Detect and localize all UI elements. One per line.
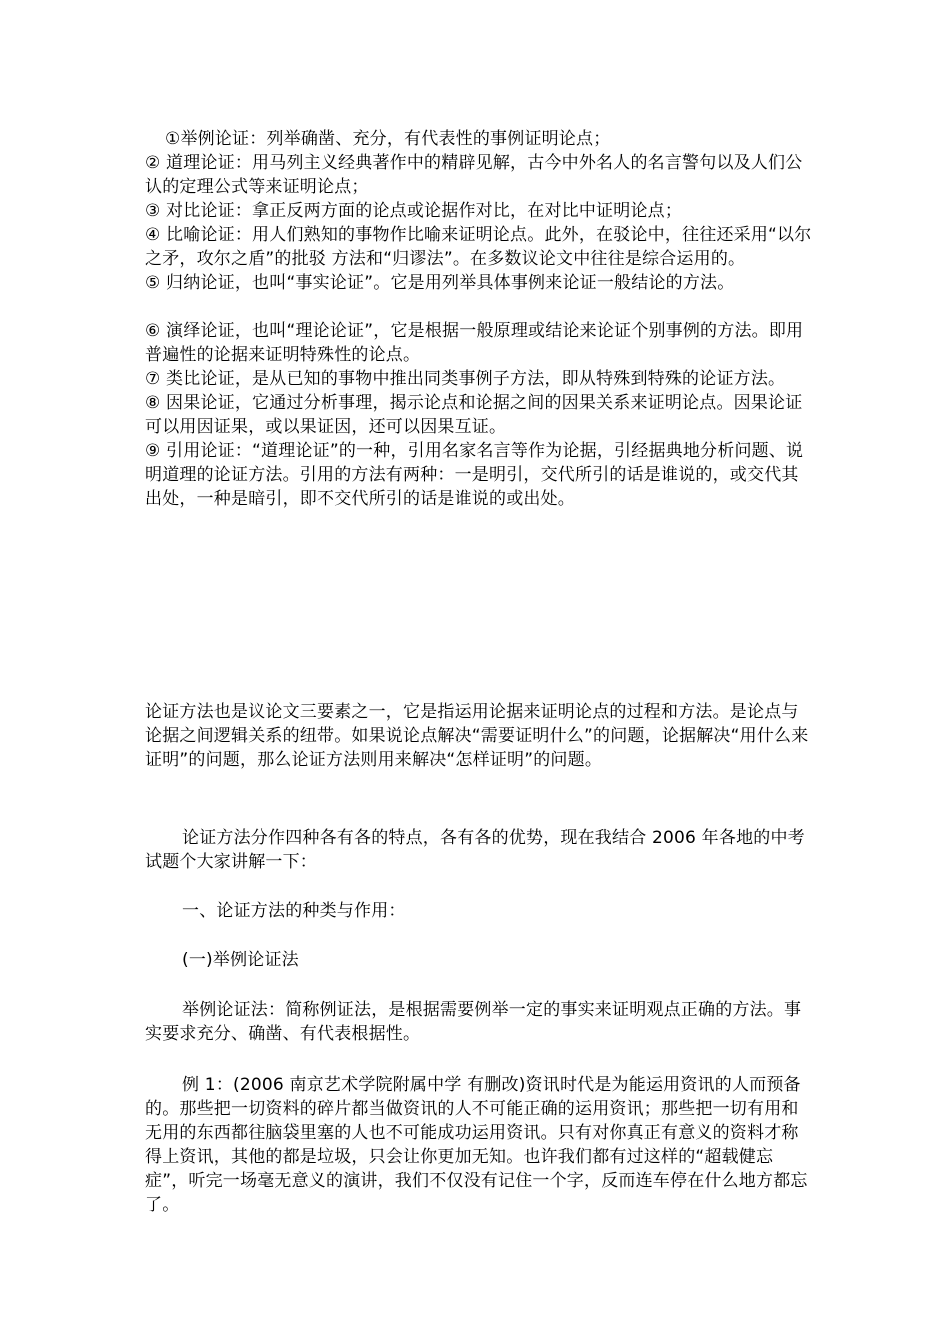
intro-block [145,700,815,772]
subsection-heading: (一)举例论证法 [182,950,299,970]
method-item-5: ⑤ 归纳论证，也叫“事实论证”。它是用列举具体事例来论证一般结论的方法。 [145,273,735,293]
method-item-4: ④ 比喻论证：用人们熟知的事物作比喻来证明论点。此外，在驳论中，往往还采用“以尔之矛，攻尔之盾”的批驳 方法和“归谬法”。在多数议论文中往往是综合运用的。 [145,225,812,269]
method-item-7: ⑦ 类比论证，是从已知的事物中推出同类事例子方法，即从特殊到特殊的论证方法。 [145,369,786,389]
method-item-9: ⑨ 引用论证：“道理论证”的一种，引用名家名言等作为论据，引经据典地分析问题、说明道理的论证方法。引用的方法有两种：一是明引，交代所引的话是谁说的，或交代其出处，一种是暗引，即不交代所引的话是谁说的或出处。 [145,441,804,509]
method-item-6: ⑥ 演绎论证，也叫“理论论证”，它是根据一般原理或结论来论证个别事例的方法。即用普遍性的论据来证明特殊性的论点。 [145,321,804,365]
section-heading-block [145,899,815,923]
overview-paragraph: 论证方法分作四种各有各的特点，各有各的优势，现在我结合 2006 年各地的中考试题个大家讲解一下： [145,828,805,872]
method-item-3: ③ 对比论证：拿正反两方面的论点或论据作对比，在对比中证明论点； [145,201,683,221]
methods-list [145,127,815,511]
spacer [145,295,815,319]
method-item-2: ② 道理论证：用马列主义经典著作中的精辟见解，古今中外名人的名言警句以及人们公认的定理公式等来证明论点； [145,153,803,197]
example-block [145,1073,815,1217]
definition-block [145,998,815,1046]
definition-paragraph: 举例论证法：简称例证法，是根据需要例举一定的事实来证明观点正确的方法。事实要求充分、确凿、有代表根据性。 [145,1000,802,1044]
example-paragraph: 例 1：(2006 南京艺术学院附属中学 有删改)资讯时代是为能运用资讯的人而预备的。那些把一切资料的碎片都当做资讯的人不可能正确的运用资讯；那些把一切有用和无用的东西都往脑袋里塞的人也不可能成功运用资讯。只有对你真正有意义的资料才称得上资讯，其他的都是垃圾，只会让你更加无知。也许我们都有过这样的“超载健忘症”，听完一场毫无意义的演讲，我们不仅没有记住一个字，反而连车停在什么地方都忘了。 [145,1075,808,1215]
section-heading: 一、论证方法的种类与作用： [182,901,406,921]
subsection-heading-block [145,948,815,972]
overview-block [145,826,815,874]
method-item-8: ⑧ 因果论证，它通过分析事理，揭示论点和论据之间的因果关系来证明论点。因果论证可以用因证果，或以果证因，还可以因果互证。 [145,393,803,437]
method-item-1: ①举例论证：列举确凿、充分，有代表性的事例证明论点； [165,129,611,149]
intro-paragraph: 论证方法也是议论文三要素之一，它是指运用论据来证明论点的过程和方法。是论点与论据之间逻辑关系的纽带。如果说论点解决“需要证明什么”的问题，论据解决“用什么来证明”的问题，那么论证方法则用来解决“怎样证明”的问题。 [145,702,809,770]
